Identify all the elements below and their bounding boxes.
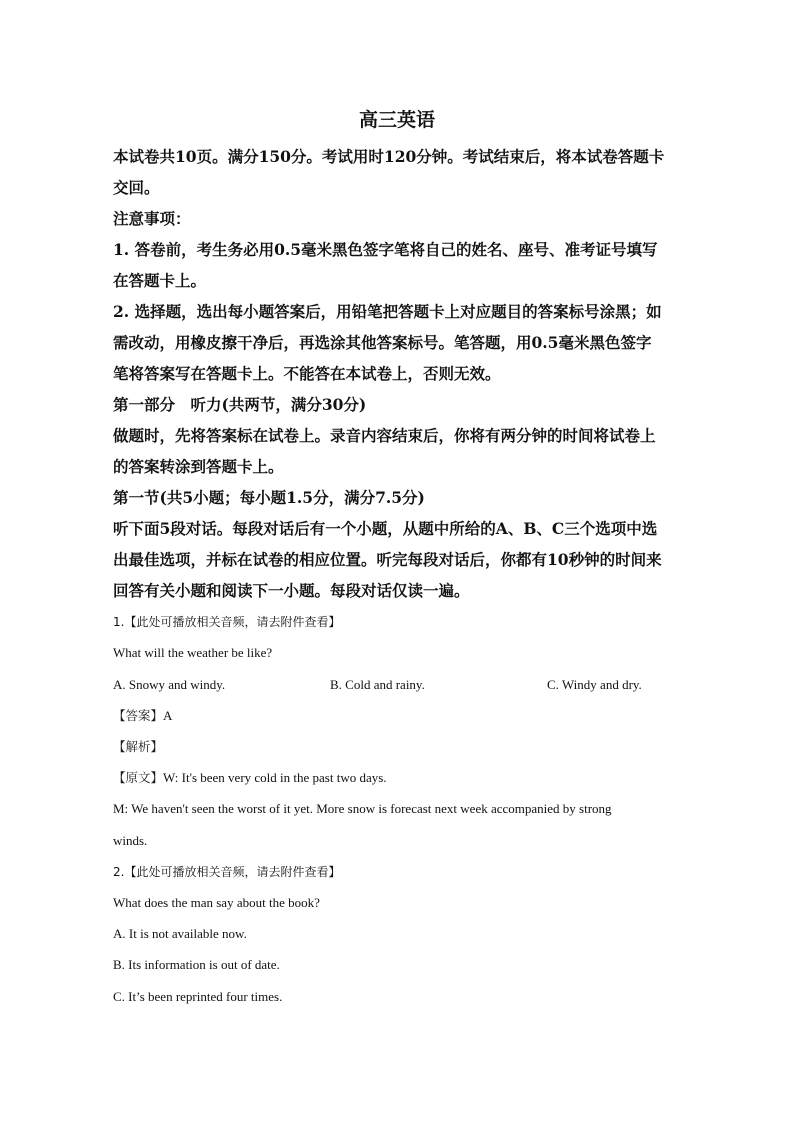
notice-item-2-line-2: 需改动，用橡皮擦干净后，再选涂其他答案标号。笔答题，用0.5毫米黑色签字 [113, 333, 652, 352]
section-1-desc-line-2: 出最佳选项，并标在试卷的相应位置。听完每段对话后，你都有10秒钟的时间来 [113, 550, 662, 569]
q1-transcript-w [113, 768, 387, 788]
notice-item-1-line-2: 在答题卡上。 [113, 271, 207, 290]
q1-option-a: A. Snowy and windy. [113, 677, 226, 692]
notice-item-2-line-1: 2. 选择题，选出每小题答案后，用铅笔把答题卡上对应题目的答案标号涂黑；如 [113, 302, 662, 321]
q1-answer [113, 706, 172, 726]
intro-line-2: 交回。 [113, 178, 160, 197]
q1-analysis-label: 【解析】 [113, 739, 164, 754]
part-1-desc-line-1: 做题时，先将答案标在试卷上。录音内容结束后，你将有两分钟的时间将试卷上 [113, 426, 656, 445]
page-title: 高三英语 [358, 109, 435, 131]
section-1-desc-line-1: 听下面5段对话。每段对话后有一个小题，从题中所给的A、B、C三个选项中选 [113, 519, 658, 538]
q1-option-b: B. Cold and rainy. [330, 677, 425, 692]
q2-question: What does the man say about the book? [113, 895, 320, 910]
q2-option-b: B. Its information is out of date. [113, 957, 280, 972]
section-1-heading: 第一节(共5小题；每小题1.5分，满分7.5分) [113, 488, 425, 507]
q2-option-a: A. It is not available now. [113, 926, 247, 941]
q1-audio-note: 1.【此处可播放相关音频，请去附件查看】 [113, 615, 341, 629]
notice-item-1-line-1: 1. 答卷前，考生务必用0.5毫米黑色签字笔将自己的姓名、座号、准考证号填写 [113, 240, 658, 259]
q1-transcript-m-line-1: M: We haven't seen the worst of it yet. More snow is forecast next week accompanied by strong [113, 801, 612, 816]
q1-answer-value: A [163, 708, 173, 723]
part-1-heading: 第一部分 听力(共两节，满分30分) [113, 395, 367, 414]
q2-option-c: C. It’s been reprinted four times. [113, 989, 283, 1004]
q1-analysis [113, 737, 163, 757]
notice-item-2-line-3: 笔将答案写在答题卡上。不能答在本试卷上，否则无效。 [113, 364, 501, 383]
notice-heading: 注意事项： [113, 209, 191, 228]
intro-line-1: 本试卷共10页。满分150分。考试用时120分钟。考试结束后，将本试卷答题卡 [113, 147, 665, 166]
q1-option-c: C. Windy and dry. [547, 677, 642, 692]
q1-question: What will the weather be like? [113, 645, 273, 660]
q2-audio-note: 2.【此处可播放相关音频，请去附件查看】 [113, 865, 341, 879]
q1-transcript-w-text: W: It's been very cold in the past two days. [163, 770, 387, 785]
q1-answer-label: 【答案】 [113, 708, 164, 723]
part-1-desc-line-2: 的答案转涂到答题卡上。 [113, 457, 284, 476]
q1-transcript-m-line-2: winds. [113, 833, 148, 848]
q1-transcript-label: 【原文】 [113, 770, 164, 785]
section-1-desc-line-3: 回答有关小题和阅读下一小题。每段对话仅读一遍。 [113, 581, 470, 600]
